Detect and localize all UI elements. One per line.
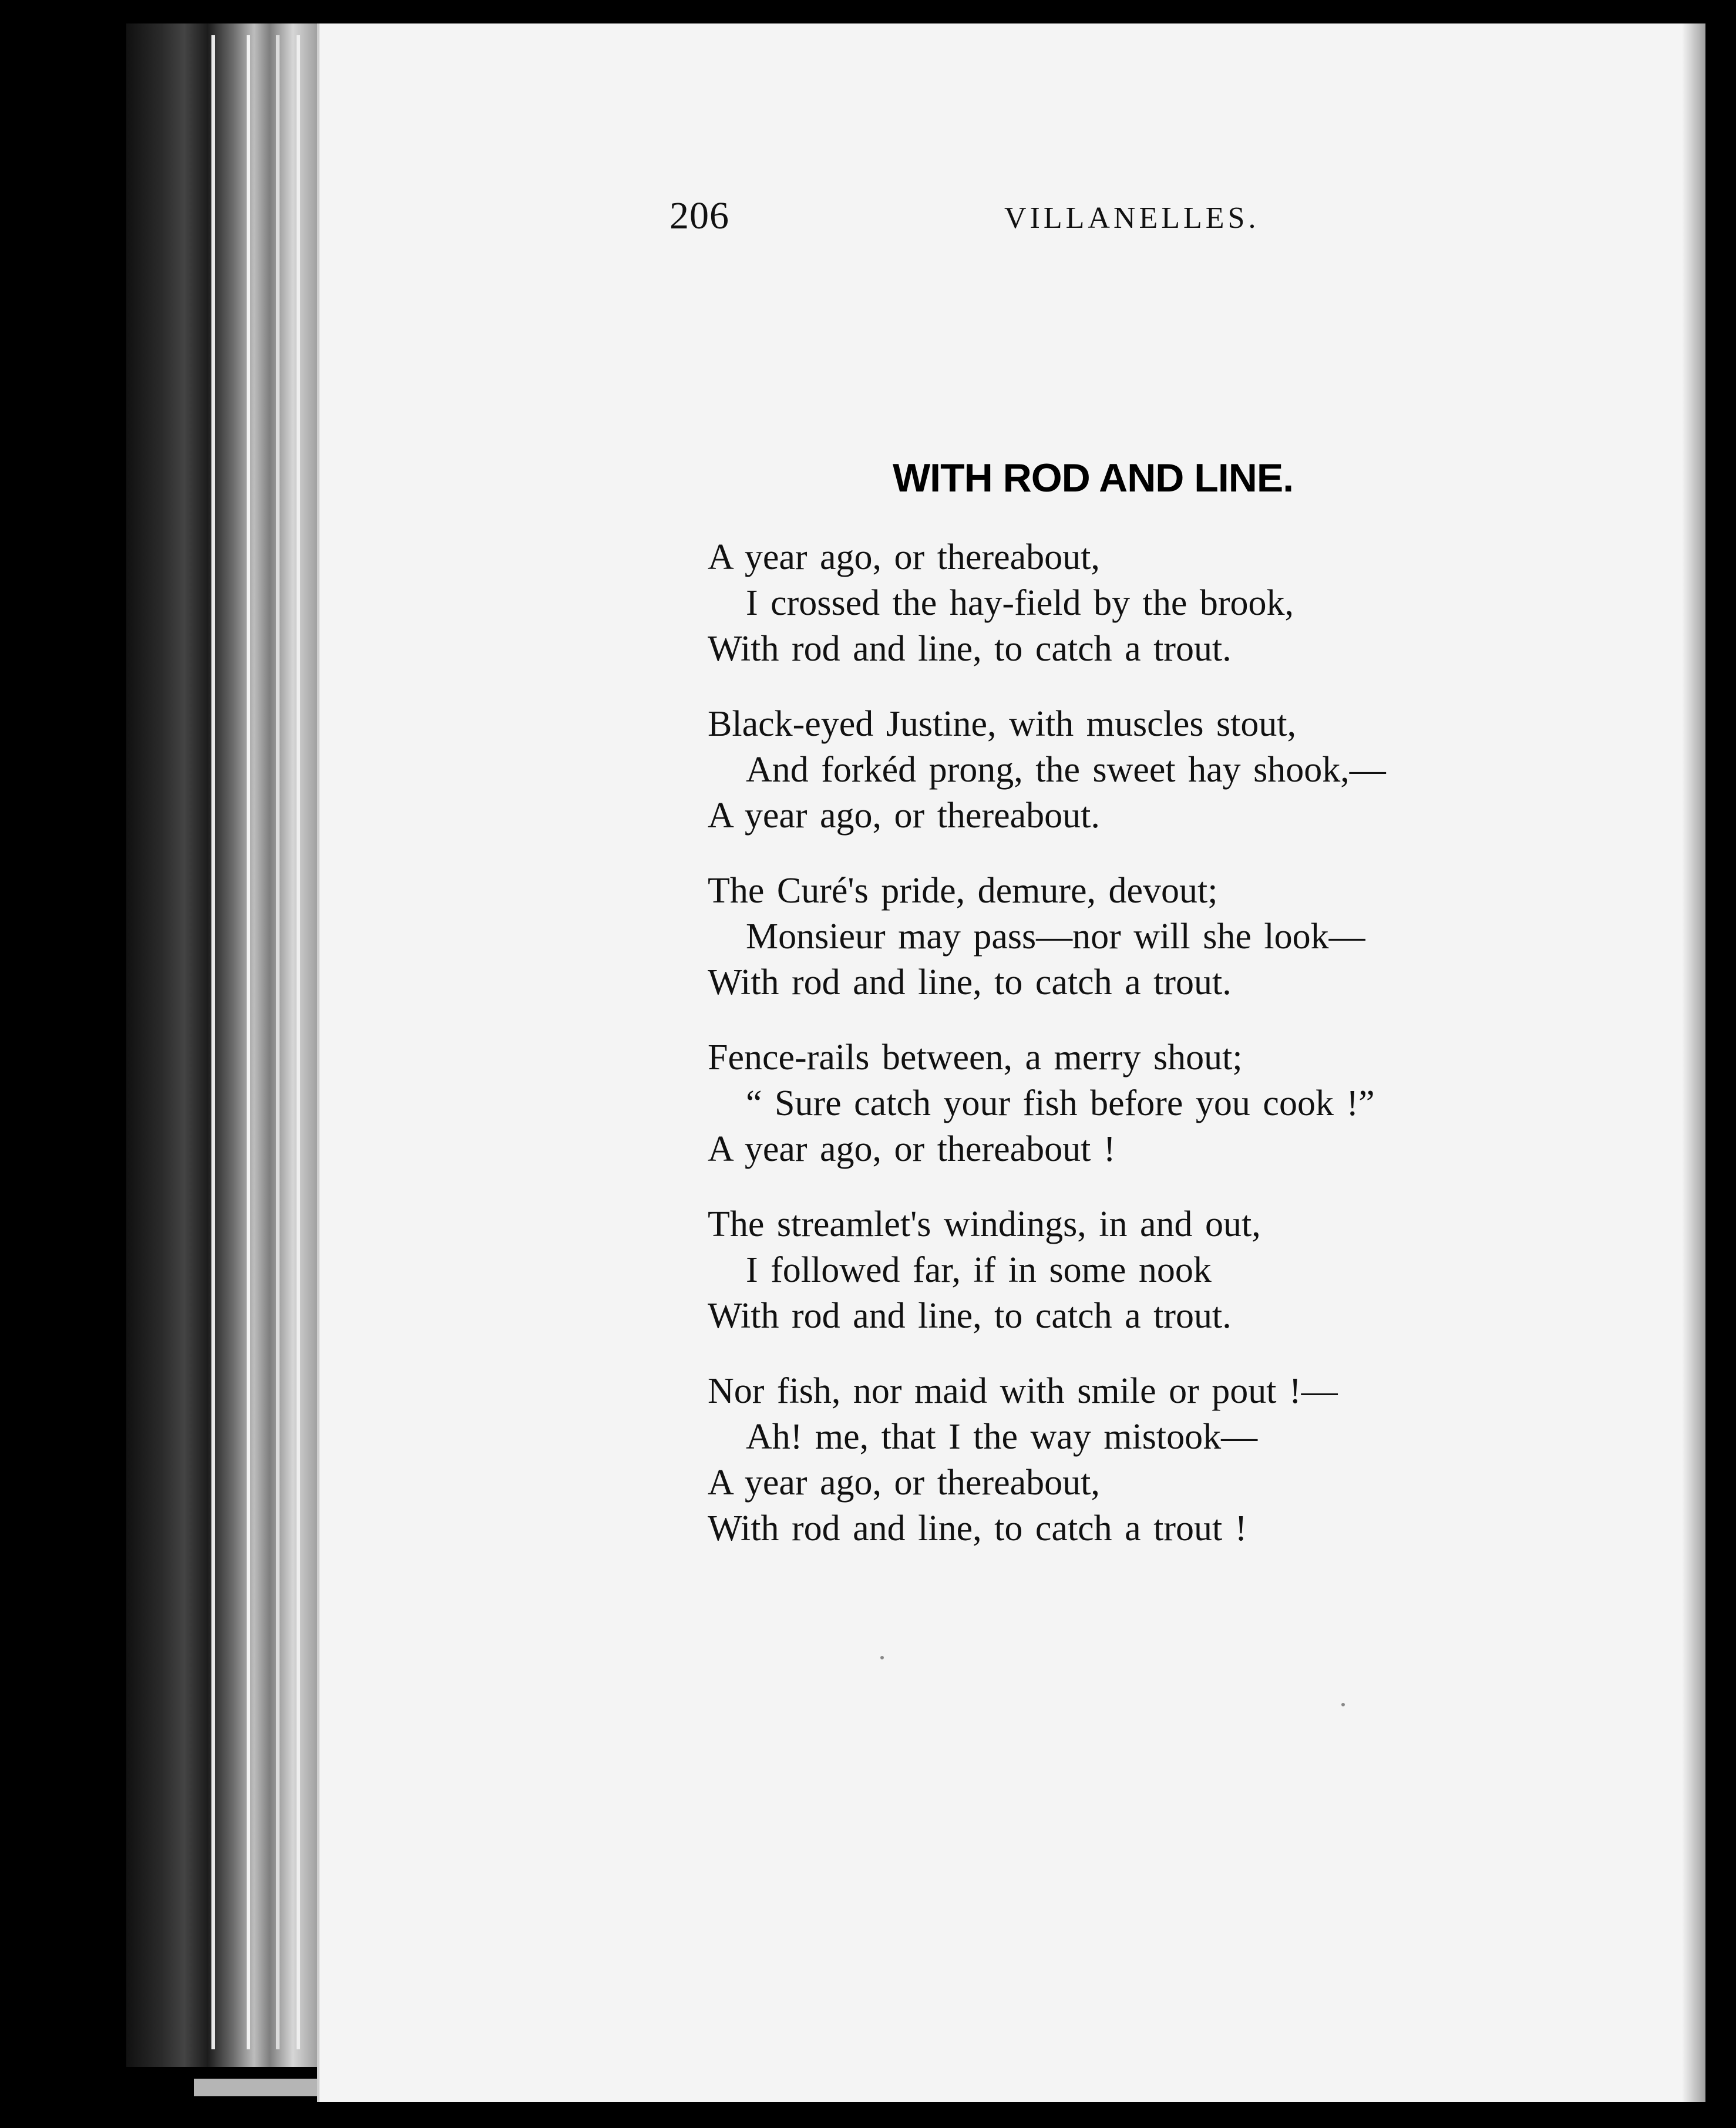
poem-line: Black-eyed Justine, with muscles stout, xyxy=(708,704,1297,744)
poem-line: A year ago, or thereabout, xyxy=(708,1463,1100,1503)
stanza xyxy=(708,1035,1530,1172)
poem-line: Ah! me, that I the way mistook— xyxy=(746,1417,1258,1457)
poem-line: I crossed the hay-field by the brook, xyxy=(746,583,1294,623)
stanza xyxy=(708,701,1530,839)
poem-line: With rod and line, to catch a trout. xyxy=(708,1296,1232,1336)
poem-line: I followed far, if in some nook xyxy=(746,1250,1212,1290)
poem-line: With rod and line, to catch a trout ! xyxy=(708,1509,1247,1548)
poem-line: A year ago, or thereabout ! xyxy=(708,1129,1116,1169)
page-edge-line xyxy=(247,35,250,2049)
poem-title: WITH ROD AND LINE. xyxy=(893,456,1294,500)
poem-line: The streamlet's windings, in and out, xyxy=(708,1204,1261,1244)
stanza xyxy=(708,1201,1530,1339)
page-edge-line xyxy=(211,35,215,2049)
poem-line: With rod and line, to catch a trout. xyxy=(708,629,1232,669)
stanza xyxy=(708,534,1530,672)
running-title: VILLANELLES. xyxy=(1004,201,1260,235)
poem-body xyxy=(708,534,1530,1581)
poem-line: Nor fish, nor maid with smile or pout !— xyxy=(708,1371,1338,1411)
poem-line: With rod and line, to catch a trout. xyxy=(708,962,1232,1002)
poem-line: The Curé's pride, demure, devout; xyxy=(708,871,1218,911)
page-edge-line xyxy=(276,35,280,2049)
page-edges xyxy=(126,23,320,2067)
poem-line: “ Sure catch your fish before you cook !” xyxy=(746,1083,1375,1123)
paper-speck xyxy=(1341,1703,1345,1706)
page-gutter-shadow xyxy=(1682,23,1705,2102)
poem-line: A year ago, or thereabout. xyxy=(708,796,1100,836)
stanza xyxy=(708,1368,1530,1551)
page-edge-line xyxy=(297,35,300,2049)
poem-line: A year ago, or thereabout, xyxy=(708,537,1100,577)
stanza xyxy=(708,868,1530,1005)
poem-line: And forkéd prong, the sweet hay shook,— xyxy=(746,750,1386,790)
poem-line: Fence-rails between, a merry shout; xyxy=(708,1038,1243,1078)
running-head xyxy=(669,194,1269,241)
paper-speck xyxy=(880,1656,884,1659)
poem-line: Monsieur may pass—nor will she look— xyxy=(746,917,1365,957)
page-number: 206 xyxy=(669,194,729,237)
